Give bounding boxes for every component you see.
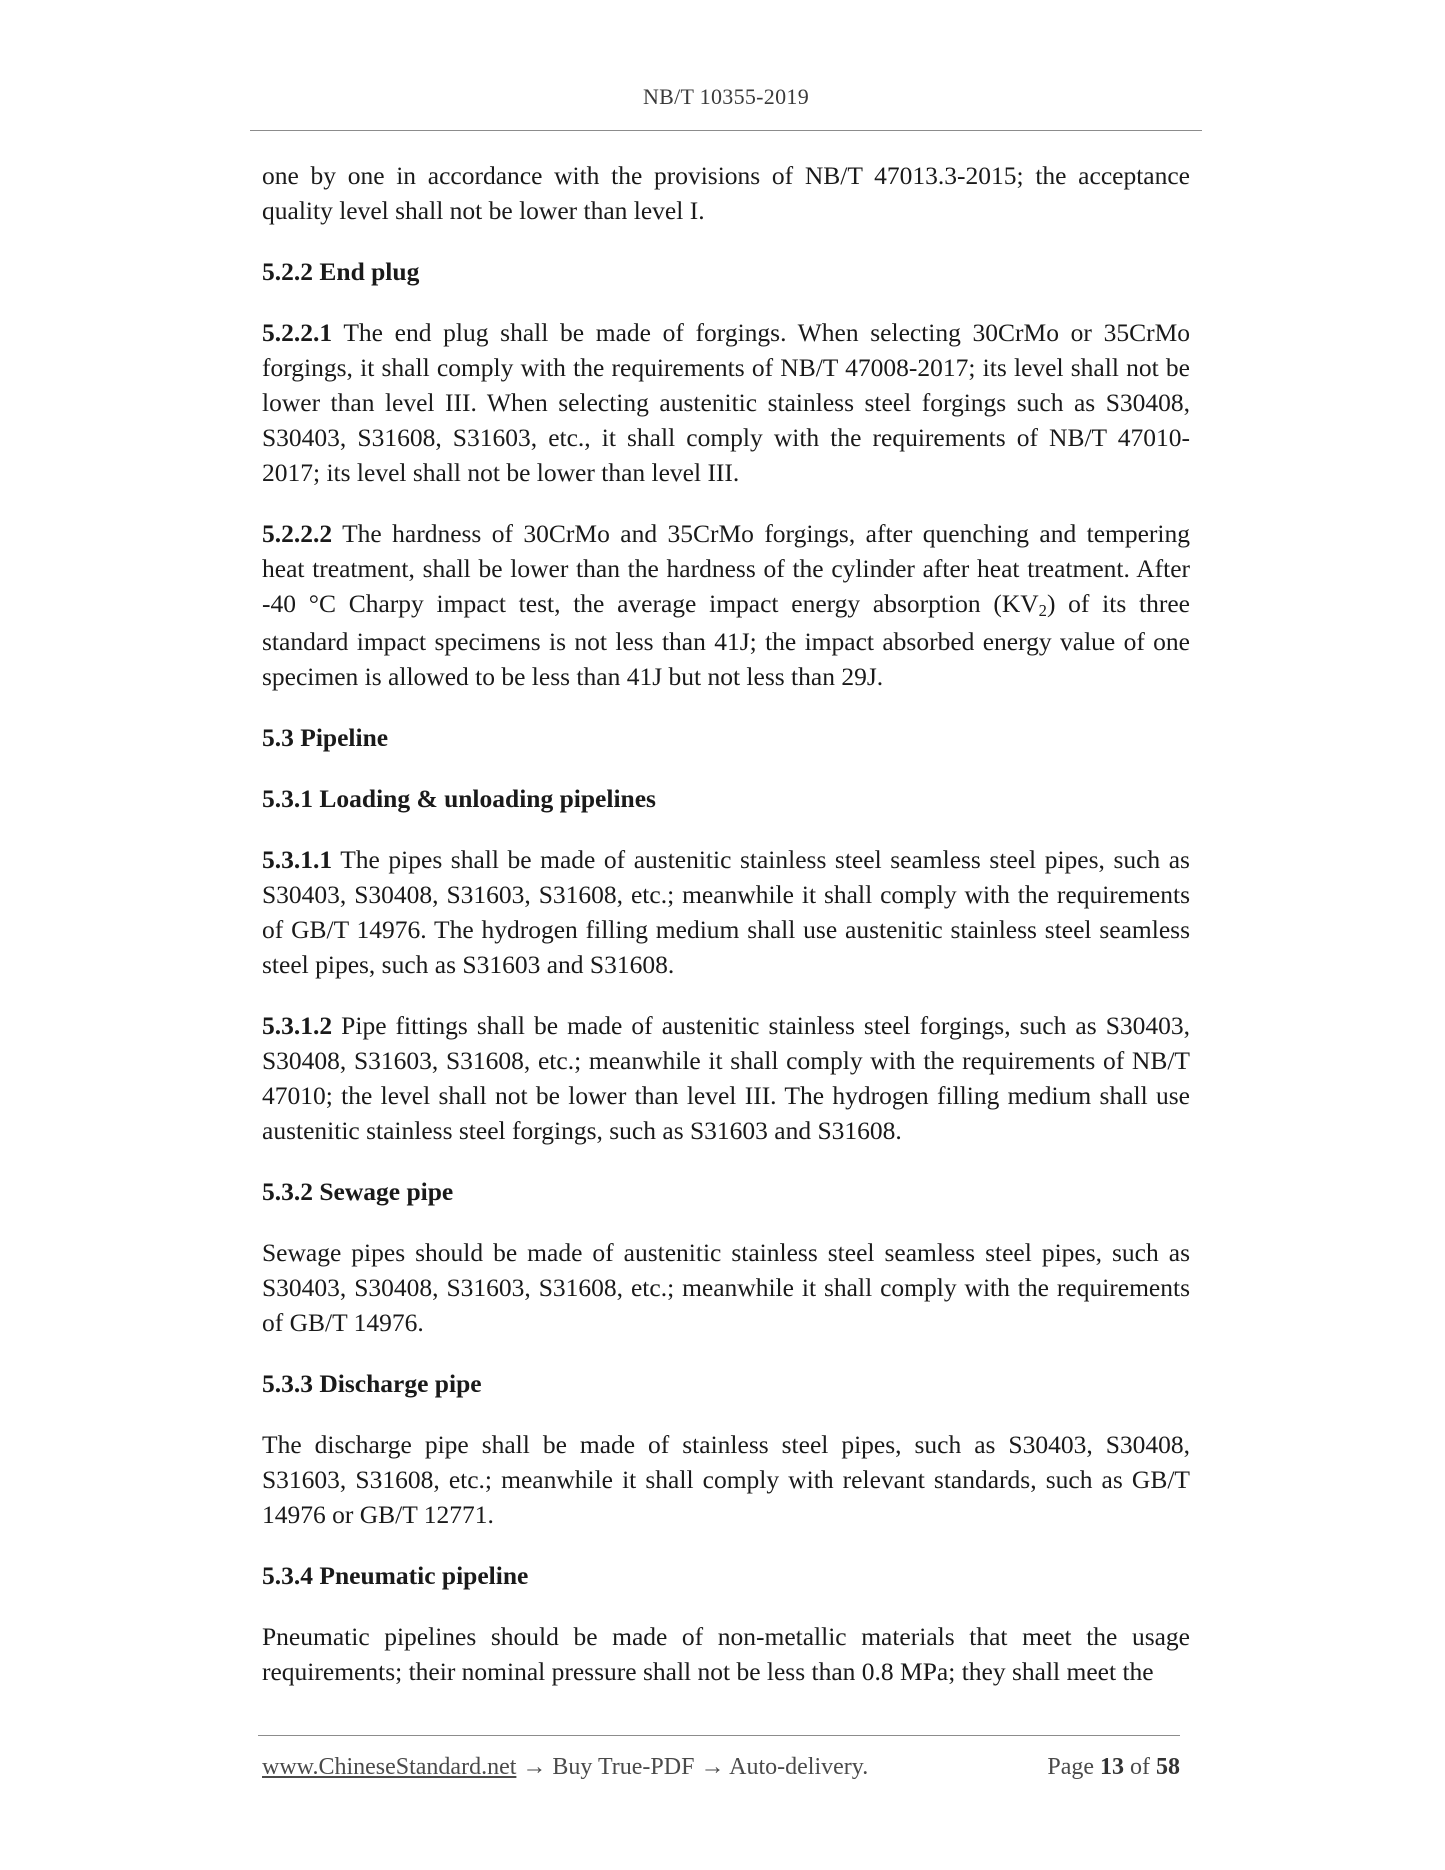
clause-text: The pipes shall be made of austenitic stainless steel seamless steel pipes, such as S30403, S30408, S31603, S31608, etc.; meanwhile it shall comply with the requirements of GB/T 14976. The hydrogen filling medium shall use austenitic stainless steel seamless steel pipes, such as S31603 and S31608.	[262, 845, 1190, 979]
clause-number: 5.2.2.1	[262, 318, 333, 347]
buy-true-pdf-text: Buy True-PDF	[552, 1754, 695, 1780]
section-heading-5-3-3: 5.3.3 Discharge pipe	[262, 1369, 482, 1398]
auto-delivery-text: Auto-delivery.	[729, 1754, 869, 1780]
clause-number: 5.3.1.2	[262, 1011, 333, 1040]
chinesestandard-link[interactable]: www.ChineseStandard.net	[262, 1754, 517, 1780]
page-current: 13	[1100, 1754, 1124, 1780]
of-label: of	[1130, 1754, 1150, 1780]
paragraph: The discharge pipe shall be made of stainless steel pipes, such as S30403, S30408, S31603, S31608, etc.; meanwhile it shall comply with relevant standards, such as GB/T 14976 or GB/T 12771.	[262, 1430, 1190, 1529]
arrow-right-icon: →	[522, 1754, 547, 1780]
header-divider	[250, 130, 1202, 131]
footer-divider	[258, 1735, 1180, 1736]
page-number	[1047, 1754, 1180, 1781]
section-heading-5-3-2: 5.3.2 Sewage pipe	[262, 1177, 454, 1206]
arrow-right-icon: →	[700, 1754, 725, 1780]
clause-text-continued: ) of its three standard impact specimens is not less than 41J; the impact absorbed energy value of one specimen is allowed to be less than 41J but not less than 29J.	[262, 589, 1190, 691]
page-header: NB/T 10355-2019	[642, 84, 810, 109]
paragraph: one by one in accordance with the provisions of NB/T 47013.3-2015; the acceptance quality level shall not be lower than level I.	[262, 161, 1190, 225]
document-body	[262, 158, 1190, 1715]
clause-5-3-1-1	[262, 842, 1190, 982]
paragraph: Pneumatic pipelines should be made of non-metallic materials that meet the usage requirements; their nominal pressure shall not be less than 0.8 MPa; they shall meet the	[262, 1622, 1190, 1686]
page-label: Page	[1047, 1754, 1094, 1780]
clause-text: The hardness of 30CrMo and 35CrMo forgings, after quenching and tempering heat treatment, shall be lower than the hardness of the cylinder after heat treatment. After -40 °C Charpy impact test, the average impact energy absorption (KV	[262, 519, 1190, 618]
clause-number: 5.2.2.2	[262, 519, 333, 548]
clause-5-2-2-1	[262, 315, 1190, 490]
clause-5-3-1-2	[262, 1008, 1190, 1148]
paragraph: Sewage pipes should be made of austenitic stainless steel seamless steel pipes, such as S30403, S30408, S31603, S31608, etc.; meanwhile it shall comply with the requirements of GB/T 14976.	[262, 1238, 1190, 1337]
footer-promo	[262, 1754, 868, 1781]
clause-text: Pipe fittings shall be made of austenitic stainless steel forgings, such as S30403, S30408, S31603, S31608, etc.; meanwhile it shall comply with the requirements of NB/T 47010; the level shall not be lower than level III. The hydrogen filling medium shall use austenitic stainless steel forgings, such as S31603 and S31608.	[262, 1011, 1190, 1145]
section-heading-5-3-4: 5.3.4 Pneumatic pipeline	[262, 1561, 529, 1590]
clause-number: 5.3.1.1	[262, 845, 333, 874]
section-heading-5-3-1: 5.3.1 Loading & unloading pipelines	[262, 784, 656, 813]
subscript: 2	[1038, 601, 1047, 621]
clause-text: The end plug shall be made of forgings. When selecting 30CrMo or 35CrMo forgings, it shall comply with the requirements of NB/T 47008-2017; its level shall not be lower than level III. When selecting austenitic stainless steel forgings such as S30408, S30403, S31608, S31603, etc., it shall comply with the requirements of NB/T 47010-2017; its level shall not be lower than level III.	[262, 318, 1190, 487]
section-heading-5-2-2: 5.2.2 End plug	[262, 257, 420, 286]
page-total: 58	[1156, 1754, 1180, 1780]
clause-5-2-2-2	[262, 516, 1190, 694]
section-heading-5-3: 5.3 Pipeline	[262, 723, 389, 752]
